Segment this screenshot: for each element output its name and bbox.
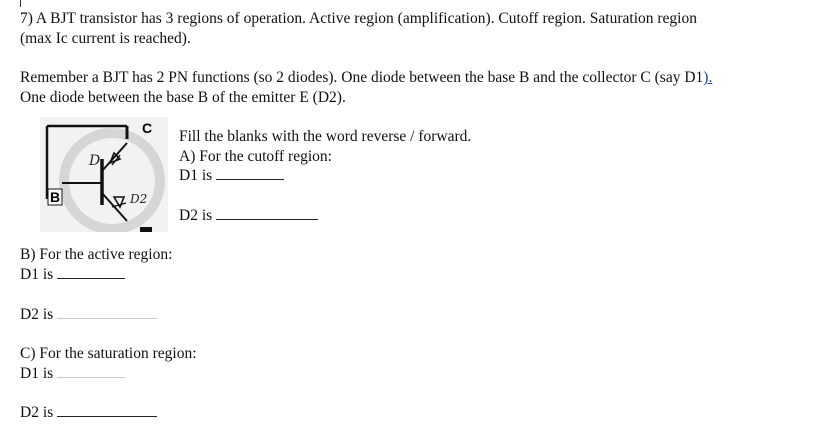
part-c-d2 [20,403,157,422]
base-label: B [50,189,61,205]
collector-label: C [142,120,153,136]
handwritten-d1: D [89,153,101,169]
part-c-d2-label: D2 is [20,404,54,421]
question-line-3 [20,68,712,87]
part-b-d1-blank[interactable] [57,277,125,279]
part-b-d2-blank[interactable] [57,317,157,319]
part-b-d2-label: D2 is [20,306,54,323]
part-a-d2 [179,206,318,225]
part-b-heading: B) For the active region: [20,246,173,263]
part-c-d2-blank[interactable] [57,415,157,417]
part-b-d1 [20,265,125,284]
part-c-d1 [20,364,125,383]
text-cursor [20,0,21,7]
part-c-d1-blank[interactable] [57,376,125,378]
question-line-1: 7) A BJT transistor has 3 regions of operation. Active region (amplification). Cutoff region. Saturation region [20,10,697,27]
part-a-d1 [179,166,284,185]
emitter-label-partial [140,227,152,232]
question-line-3-link[interactable]: ). [703,69,713,86]
part-c-heading: C) For the saturation region: [20,345,197,362]
part-a-d1-label: D1 is [179,167,213,184]
part-a-d1-blank[interactable] [216,178,284,180]
part-a-d2-blank[interactable] [216,218,318,220]
question-line-3-text: Remember a BJT has 2 PN functions (so 2 diodes). One diode between the base B and the collector C (say D1 [20,69,704,86]
bjt-diagram [40,117,168,232]
question-line-2: (max Ic current is reached). [20,30,191,47]
question-line-4: One diode between the base B of the emitter E (D2). [20,89,346,106]
part-a-d2-label: D2 is [179,207,213,224]
part-b-d2 [20,305,157,324]
part-a-heading: A) For the cutoff region: [179,148,332,165]
handwritten-d2: D2 [130,192,148,206]
part-b-d1-label: D1 is [20,266,54,283]
part-c-d1-label: D1 is [20,365,54,382]
instructions: Fill the blanks with the word reverse / forward. [179,128,472,145]
